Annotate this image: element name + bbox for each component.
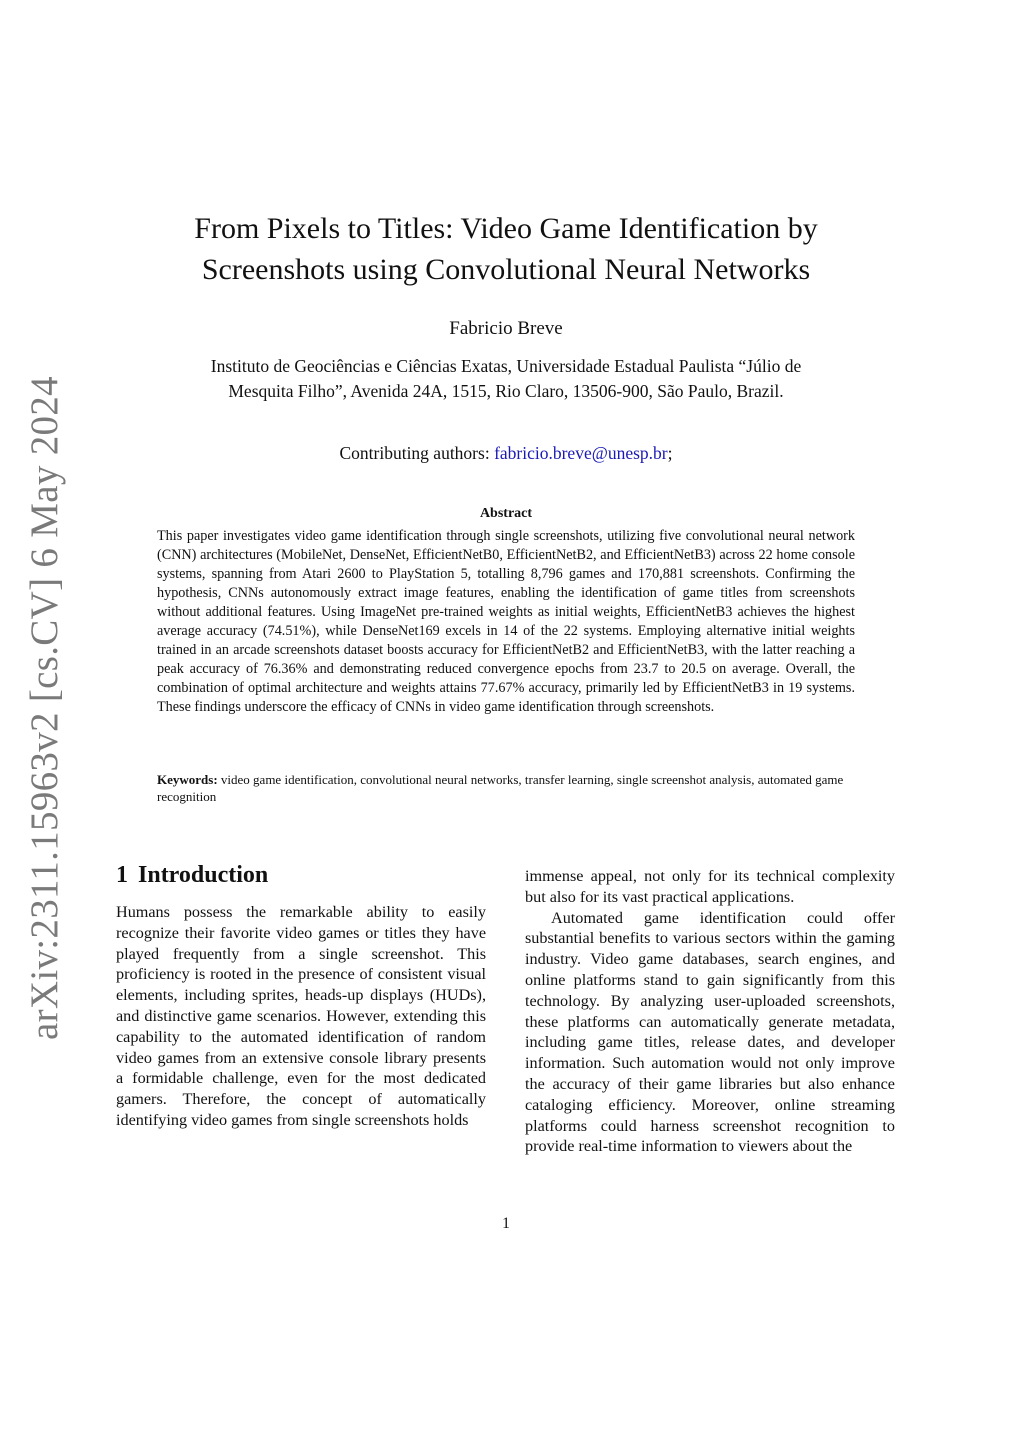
section-title: Introduction (138, 862, 269, 888)
page-number: 1 (502, 1215, 510, 1232)
keywords-list: video game identification, convolutional neural networks, transfer learning, single screenshot analysis, automated game recognition (157, 772, 844, 804)
paper-title (150, 208, 862, 290)
section-number: 1 (116, 862, 128, 888)
intro-paragraph-2: Automated game identification could offer substantial benefits to various sectors within the gaming industry. Video game databases, search engines, and online platforms stand to gain significantly from this technology. By analyzing user-uploaded screenshots, these platforms can automatically generate metadata, including game titles, release dates, and developer information. Such automation would not only improve the accuracy of their game libraries but also enhance cataloging efficiency. Moreover, online streaming platforms could harness screenshot recognition to provide real-time information to viewers about the (525, 908, 895, 1156)
title-line-1: From Pixels to Titles: Video Game Identification by (194, 212, 818, 245)
title-line-2: Screenshots using Convolutional Neural Networks (201, 253, 811, 286)
affiliation-line-1: Instituto de Geociências e Ciências Exatas, Universidade Estadual Paulista “Júlio de (210, 356, 802, 376)
keywords (157, 771, 855, 805)
abstract-heading: Abstract (479, 506, 533, 521)
arxiv-identifier: arXiv:2311.15963v2 [cs.CV] 6 May 2024 (23, 376, 66, 1040)
contact-line (150, 441, 862, 465)
intro-paragraph-1-part-1: Humans possess the remarkable ability to easily recognize their favorite video games or titles they have played frequently from a single screenshot. This proficiency is rooted in the presence of consistent visual elements, including sprites, heads-up displays (HUDs), and distinctive game scenarios. However, extending this capability to the automated identification of random video games from an extensive console library presents a formidable challenge, even for the most dedicated gamers. Therefore, the concept of automatically identifying video games from single screenshots holds (116, 903, 486, 1129)
affiliation-line-2: Mesquita Filho”, Avenida 24A, 1515, Rio Claro, 13506-900, São Paulo, Brazil. (228, 381, 784, 401)
contact-suffix: ; (667, 443, 673, 463)
left-column (116, 860, 486, 1131)
author-email-link[interactable]: fabricio.breve@unesp.br (494, 443, 668, 463)
contact-label: Contributing authors: (339, 443, 495, 463)
keywords-label: Keywords: (157, 772, 218, 787)
author-affiliation (150, 354, 862, 404)
author-name: Fabricio Breve (449, 318, 563, 339)
section-heading-introduction (116, 860, 486, 890)
right-column (525, 866, 895, 1157)
intro-paragraph-1-part-2: immense appeal, not only for its technical complexity but also for its vast practical applications. (525, 867, 895, 906)
abstract-text: This paper investigates video game identification through single screenshots, utilizing five convolutional neural network (CNN) architectures (MobileNet, DenseNet, EfficientNetB0, EfficientNetB2, and EfficientNetB3) across 22 home console systems, spanning from Atari 2600 to PlayStation 5, totalling 8,796 games and 170,881 screenshots. Confirming the hypothesis, CNNs autonomously extract image features, enabling the identification of game titles from screenshots without additional features. Using ImageNet pre-trained weights as initial weights, EfficientNetB3 achieves the highest average accuracy (74.51%), while DenseNet169 excels in 14 of the 22 systems. Employing alternative initial weights trained in an arcade screenshots dataset boosts accuracy for EfficientNetB2 and EfficientNetB3, with the latter reaching a peak accuracy of 76.36% and demonstrating reduced convergence epochs from 23.7 to 20.5 on average. Overall, the combination of optimal architecture and weights attains 77.67% accuracy, primarily led by EfficientNetB3 in 19 systems. These findings underscore the efficacy of CNNs in video game identification through screenshots. (157, 528, 855, 715)
